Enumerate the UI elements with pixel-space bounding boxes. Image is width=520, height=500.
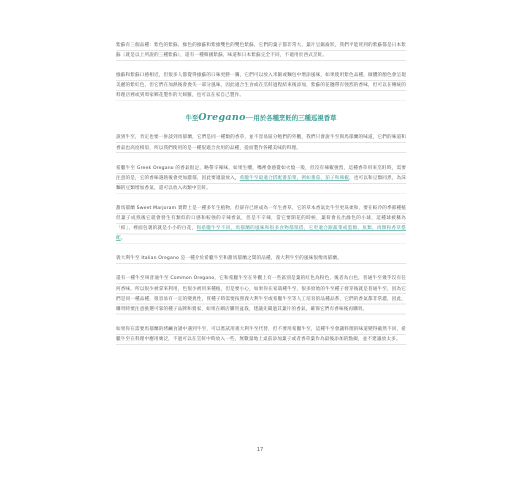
page-number: 17 <box>256 447 264 453</box>
body-text-run: 如果你在需要馬郁蘭的烤鹹食譜中遇到牛至，可以嘗試用義大利牛至代替，但不要用希臘牛至，這種牛至會讓料理的味道變得截然不同，希臘牛至在料理中應用廣泛，不過可以在烹飪中時放入一些，無數量地上桌前添加葉子或者香草葉作為最後添加的點綴，並不建議放太多。 <box>116 326 406 342</box>
paragraph-shiso-varieties <box>116 41 406 61</box>
section-heading <box>116 109 406 125</box>
paragraph-oregano-marjoram-intro <box>116 133 406 153</box>
body-text-run: 義大利牛至 Italian Oregano 是一種介於希臘牛至和甜馬郁蘭之間的品種，義大利牛至的風味很像馬郁蘭。 <box>116 256 342 262</box>
paragraph-substitution-tip <box>116 325 406 345</box>
text-column <box>116 41 406 345</box>
highlighted-phrase: 和希臘牛至不同，馬郁蘭的風味和很多食物都很搭，它更適合跟蔬菜或蛋類、魚類、肉類和香草搭配 <box>116 226 406 242</box>
body-text-run: 綠蘇和紫蘇口感相近，但很多人都覺得綠蘇的口味更勝一籌，它們可以放入米飯或麵包中增添風味，如果使用紫色品種，做體的顏色會呈現美麗的紫紅色，但它們在加熱後會喪失一部分風味，因此適合生食或在烹飪過程結束後添加，紫蘇的花穗帶有強烈的香味，但可以在傳統的料理店裡或到周家鄉花製作的天婦羅，也可以在家自己製作。 <box>116 73 406 99</box>
paragraph-italian-oregano <box>116 254 406 264</box>
heading-prefix: 牛至 <box>185 113 199 122</box>
paragraph-sweet-marjoram <box>116 204 406 244</box>
body-text-run: 紫蘇有三個品種：紫色的紫蘇、綠色的綠蘇和紫綠雙色的雙色紫蘇，它們的葉子都非常大，葉片呈鋸齒狀，我們平能買到的紫蘇都是日本紫蘇（就是以上所說的三種紫蘇），還有一種韓國紫蘇，味道和日本紫蘇完全不同，不適用於西式烹飪。 <box>116 43 406 59</box>
body-text-run: 甜馬郁蘭 Sweet Marjoram 實際上是一種多年生植物，但卻存已經成為一年生香草，它的草本香氣比牛至更爲柔和，要在較冷的季節種植但葉子成熟後它就會發生有類似的口感和較強的辛辣香氣，但是不辛辣，當它要開花的時候，葉荷會長出綠色的小球，這種球被稱為「結」，裡面包裹的就是小小的白花， <box>116 205 406 232</box>
body-text-run: ，也可以和豆類同煮，為沫麵的豆類增加香氣，還可以放入肉類中烹飪。 <box>116 175 406 191</box>
paragraph-shiso-flavor <box>116 71 406 101</box>
paragraph-common-oregano <box>116 274 406 314</box>
heading-suffix: ──用於各種烹飪的三種巡視香草 <box>245 113 337 122</box>
body-text-run: 。 <box>120 236 126 242</box>
heading-script-title: Oregano <box>198 111 246 123</box>
highlighted-phrase: 希臘牛至最適合搭配番茄菜，例如番茄、茄子和辣椒 <box>239 175 349 181</box>
body-text-run: 還有一種牛至叫普通牛至 Common Oregano，它和希臘牛至在外觀上有一些區別是葉的紅色為粉色，後者為白色，普通牛至幾乎沒有任何香味，所以很少被拿來利用，色很少被用來種植，但是要小心，如果你在家栽種牛至，很多原始的牛至種子發芽後就是普通牛至，因為它們是同一種品種，很容易有一定的變異性，買種子時需要按照義大利牛至或希臘牛至等人工培育的品種品系，它們的香氣都非常濃，因此，購買時要注意挑選可靠的種子品牌和賣家，如果在網店購買盆栽，建議先聞過其葉片的香氣，確保它們有香味後再購買。 <box>116 276 406 312</box>
paragraph-greek-oregano <box>116 164 406 194</box>
body-text-run: 說到牛至，肯定也要一併談到馬郁蘭，它們是同一種類的香草，並不容易區分牠們的外觀，我們只會說牛至與馬郁蘭的味道，它們的味道和香氣也高度相似，所以我們使用的是一種很適合食用的品種，從而製作各種美味的料理。 <box>116 135 406 151</box>
body-text-run: 希臘牛至 Greek Oregano 的香氣很足，略帶辛辣味，如果生嚼，嘴裡會感覺如火燒一般，但沒有辣椒強烈，這種香草用來烹飪時，需要注意的是，它的香味遇熱後會更加濃郁，因此要適量放入， <box>116 165 406 181</box>
